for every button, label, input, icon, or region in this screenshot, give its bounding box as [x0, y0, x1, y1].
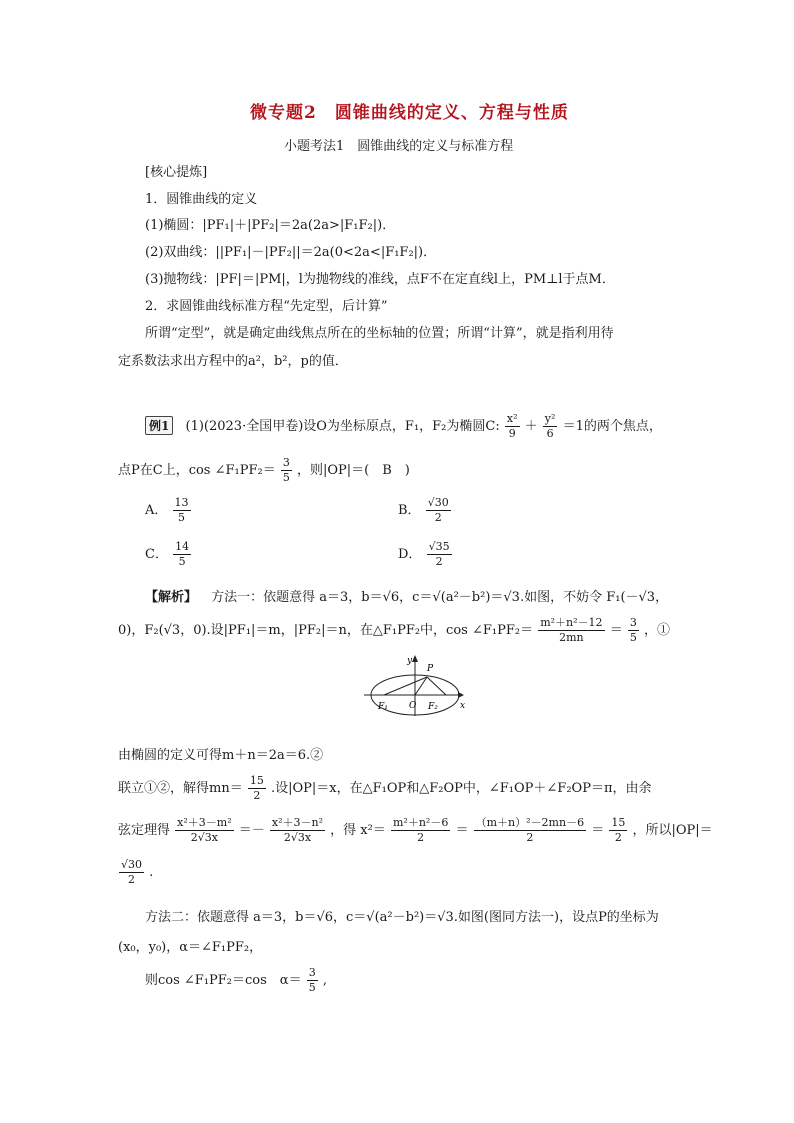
solution-head: 【解析】: [145, 590, 198, 605]
focus-f1-label: F₁: [378, 702, 388, 712]
page-title: 微专题2 圆锥曲线的定义、方程与性质: [250, 103, 569, 123]
example-line-1: 例1 (1)(2023·全国甲卷)设O为坐标原点，F₁，F₂为椭圆C: $\frac{\text{x²}}{9}$ ＋ $\frac{\text{y²}}{6}$ ＝1的两个焦点，: [145, 412, 662, 441]
solution-line-5: 弦定理得 $\frac{\text{x²＋3－m²}}{2√3x}$ ＝－ $\frac{\text{x²＋3－n²}}{2√3x}$ ，得 x²＝ $\frac{\text{m²＋n²－6}}{2}$ ＝ $\frac{\text{（m＋n）²－2mn－6}}{2}$ ＝ $\frac{15}{2}$ ，所以|OP|＝: [118, 816, 713, 844]
hyperbola-definition: (2)双曲线：||PF₁|－|PF₂||＝2a(0<2a<|F₁F₂|)．: [145, 245, 437, 260]
example-text-a: (1)(2023·全国甲卷)设O为坐标原点，F₁，F₂为椭圆C:: [185, 419, 500, 434]
example-line-2: 点P在C上，cos ∠F₁PF₂＝ $\frac{3}{5}$ ，则|OP|＝( B ): [118, 456, 410, 484]
ellipse-figure: [360, 652, 470, 718]
solution-line-3: 由椭圆的定义可得m＋n＝2a＝6.②: [118, 748, 324, 763]
parabola-definition: (3)抛物线：|PF|＝|PM|，l为抛物线的准线，点F不在定直线l上，PM⊥l于点M．: [145, 272, 615, 287]
frac-y2-over-6: $\frac{\text{y²}}{6}$: [544, 412, 556, 440]
option-c: C． $\frac{14}{5}$: [145, 540, 190, 568]
origin-label: O: [409, 701, 417, 711]
focus-f2-label: F₂: [428, 702, 438, 712]
example-badge: 例1: [145, 416, 173, 435]
method2-line-2: (x₀，y₀)，α＝∠F₁PF₂，: [118, 940, 263, 955]
core-item-2: 2．求圆锥曲线标准方程“先定型，后计算”: [145, 299, 388, 314]
option-b: B． $\frac{√30}{2}$: [398, 496, 449, 524]
option-d: D． $\frac{√35}{2}$: [398, 540, 450, 568]
example-text-b: ＝1的两个焦点，: [562, 419, 662, 434]
method2-line-3: 则cos ∠F₁PF₂＝cos α＝ $\frac{3}{5}$ ,: [145, 966, 327, 994]
point-p-label: P: [427, 664, 434, 674]
x-axis-label: x: [460, 701, 466, 711]
explain-line-2: 定系数法求出方程中的a²，b²，p的值．: [118, 354, 348, 369]
frac-x2-over-9: $\frac{\text{x²}}{9}$: [506, 412, 518, 440]
solution-line-4: 联立①②，解得mn＝ $\frac{15}{2}$ .设|OP|＝x，在△F₁OP和△F₂OP中，∠F₁OP＋∠F₂OP＝π，由余: [118, 774, 652, 802]
section-subtitle: 小题考法1 圆锥曲线的定义与标准方程: [284, 139, 514, 154]
solution-answer: $\frac{√30}{2}$ .: [121, 858, 154, 886]
ellipse-definition: (1)椭圆：|PF₁|＋|PF₂|＝2a(2a>|F₁F₂|)．: [145, 218, 396, 233]
solution-line-1: 【解析】 方法一：依题意得 a＝3，b＝√6，c＝√(a²－b²)＝√3.如图，不妨令 F₁(－√3，: [145, 590, 669, 605]
explain-line-1: 所谓“定型”，就是确定曲线焦点所在的坐标轴的位置；所谓“计算”，就是指利用待: [145, 326, 614, 341]
y-axis-arrow: [412, 655, 418, 662]
frac-cos-value: $\frac{3}{5}$: [282, 456, 290, 484]
method2-line-1: 方法二：依题意得 a＝3，b＝√6，c＝√(a²－b²)＝√3.如图(图同方法一)，设点P的坐标为: [145, 910, 659, 925]
core-header: [核心提炼]: [145, 165, 208, 180]
core-item-1: 1．圆锥曲线的定义: [145, 192, 258, 207]
option-a: A． $\frac{13}{5}$: [145, 496, 189, 524]
solution-line-2: 0)，F₂(√3，0).设|PF₁|＝m，|PF₂|＝n，在△F₁PF₂中，cos ∠F₁PF₂＝ $\frac{\text{m²＋n²－12}}{2mn}$ ＝ $\frac{3}{5}$ ，①: [118, 616, 671, 644]
y-axis-label: y: [407, 656, 413, 666]
